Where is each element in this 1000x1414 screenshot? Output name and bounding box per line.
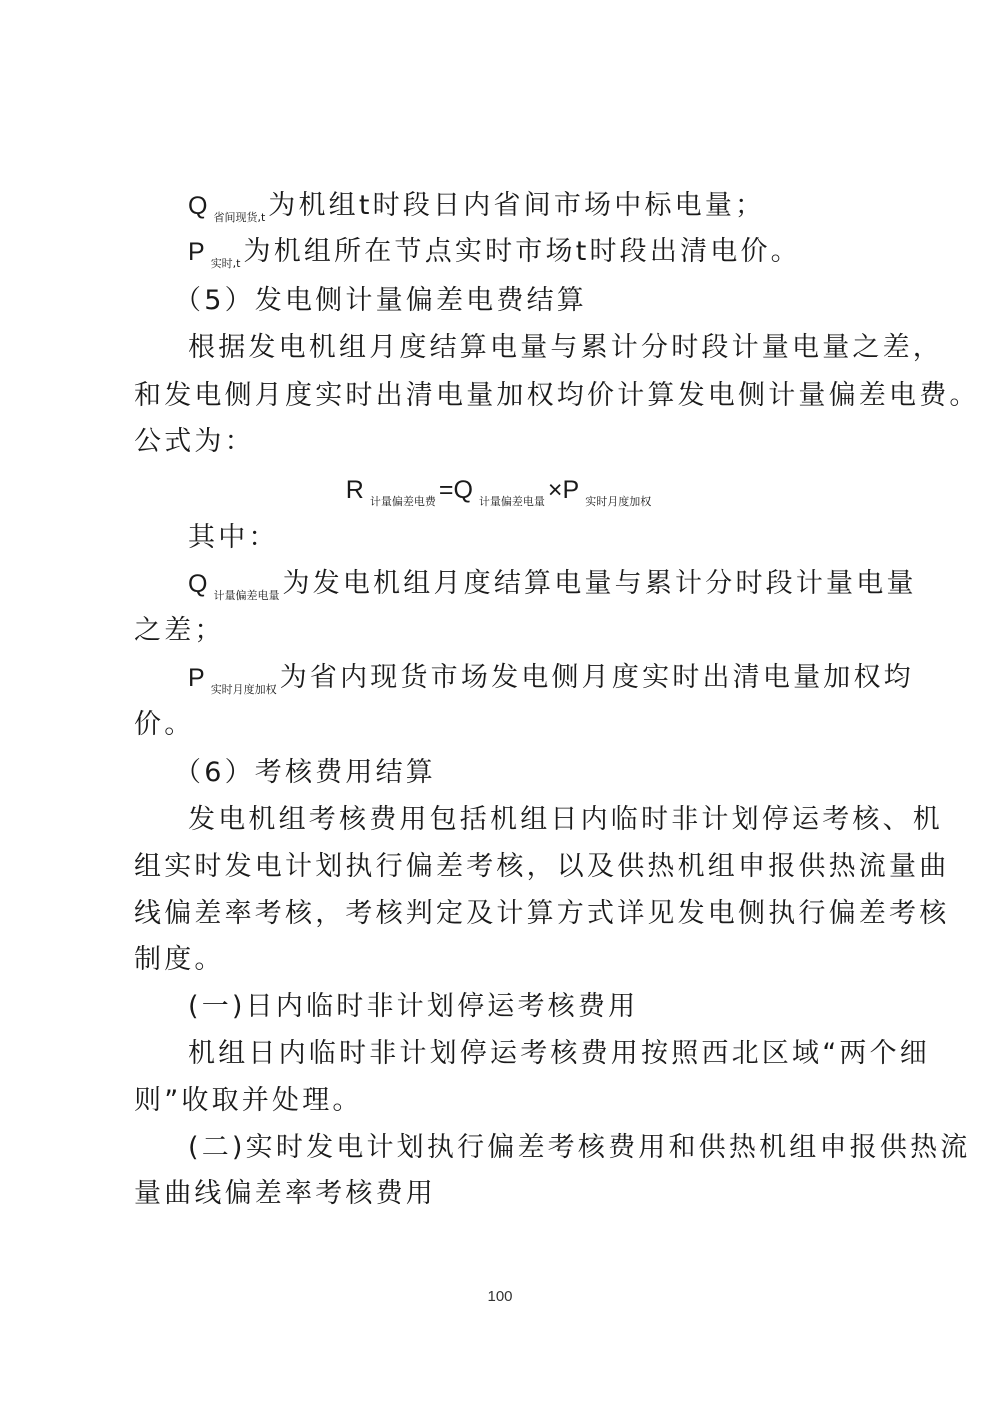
section6-paragraph-line: 发电机组考核费用包括机组日内临时非计划停运考核、机 xyxy=(188,804,943,835)
section5-paragraph-line: 根据发电机组月度结算电量与累计分时段计量电量之差， xyxy=(188,332,943,363)
definition-q-continuation: 之差； xyxy=(134,615,225,646)
formula-q-subscript: 计量偏差电量 xyxy=(478,495,545,508)
definition-text: 为发电机组月度结算电量与累计分时段计量电量 xyxy=(282,568,917,599)
definition-p-continuation: 价。 xyxy=(134,709,195,740)
section5-paragraph-line: 公式为： xyxy=(134,426,255,457)
subscript: 实时月度加权 xyxy=(210,683,277,696)
symbol-q: Q xyxy=(188,570,208,598)
where-label: 其中： xyxy=(188,522,279,553)
section5-heading: （5）发电侧计量偏差电费结算 xyxy=(174,285,587,316)
subscript: 计量偏差电量 xyxy=(213,589,280,602)
symbol-q: Q xyxy=(188,192,208,220)
section6-heading: （6）考核费用结算 xyxy=(174,757,436,788)
subsection1-paragraph-line: 则”收取并处理。 xyxy=(134,1085,363,1116)
formula-times: × xyxy=(547,476,563,504)
definition-text: 为省内现货市场发电侧月度实时出清电量加权均 xyxy=(279,662,914,693)
section6-paragraph-line: 制度。 xyxy=(134,944,225,975)
formula-r: R xyxy=(345,476,364,504)
formula-p-subscript: 实时月度加权 xyxy=(585,495,652,508)
formula-p: P xyxy=(562,476,580,504)
symbol-p: P xyxy=(188,238,205,266)
subsection1-paragraph-line: 机组日内临时非计划停运考核费用按照西北区域“两个细 xyxy=(188,1038,930,1069)
definition-q-deviation xyxy=(188,566,917,614)
section6-paragraph-line: 线偏差率考核，考核判定及计算方式详见发电侧执行偏差考核 xyxy=(134,898,950,929)
subscript: 实时,t xyxy=(210,257,241,270)
formula-equals: = xyxy=(438,476,454,504)
page-number: 100 xyxy=(487,1288,513,1305)
formula-q: Q xyxy=(453,476,473,504)
section5-paragraph-line: 和发电侧月度实时出清电量加权均价计算发电侧计量偏差电费。 xyxy=(134,380,980,411)
subsection1-heading: (一)日内临时非计划停运考核费用 xyxy=(188,991,639,1022)
subscript: 省间现货,t xyxy=(213,211,266,224)
section6-paragraph-line: 组实时发电计划执行偏差考核，以及供热机组申报供热流量曲 xyxy=(134,851,950,882)
definition-p-weighted xyxy=(188,660,914,708)
definition-text: 为机组所在节点实时市场t时段出清电价。 xyxy=(243,236,801,267)
definition-p-realtime xyxy=(188,234,801,282)
definition-q-interprovincial xyxy=(188,188,765,236)
subsection2-heading-line: (二)实时发电计划执行偏差考核费用和供热机组申报供热流 xyxy=(188,1132,971,1163)
deviation-fee-formula xyxy=(0,472,1000,520)
definition-text: 为机组t时段日内省间市场中标电量； xyxy=(268,190,766,221)
formula-r-subscript: 计量偏差电费 xyxy=(369,495,436,508)
symbol-p: P xyxy=(188,664,205,692)
subsection2-heading-line: 量曲线偏差率考核费用 xyxy=(134,1178,436,1209)
